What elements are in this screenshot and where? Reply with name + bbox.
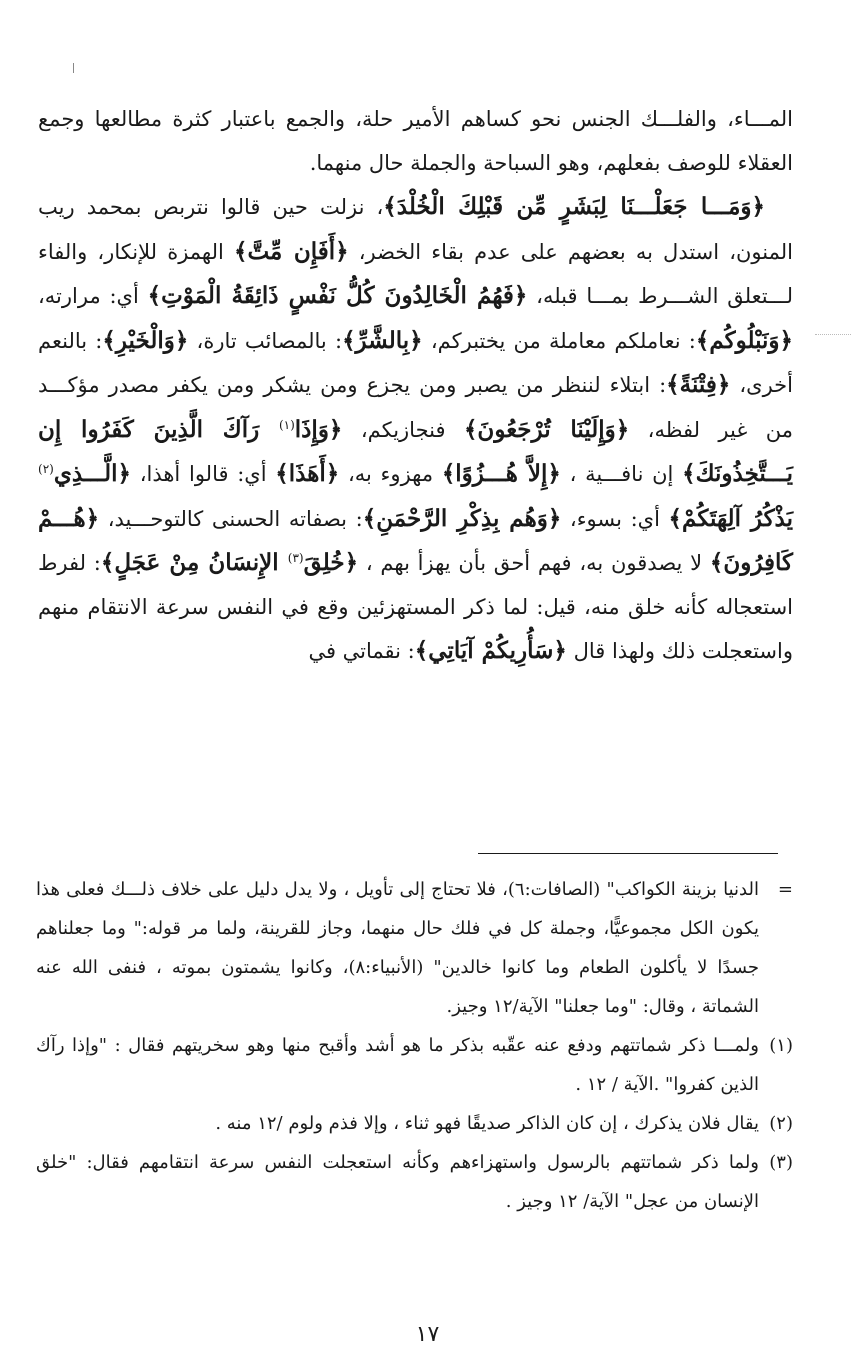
footnote-1: (١) ولمـــا ذكر شماتتهم ودفع عنه عقّبه بذكر ما هو أشد وأقبح منها وهو سخريتهم فقال : "وإذا رآك الذين كفروا" .الآية / ١٢ . (36, 1026, 793, 1104)
footnote-2: (٢) يقال فلان يذكرك ، إن كان الذاكر صديقًا فهو ثناء ، وإلا فذم ولوم /١٢ منه . (36, 1104, 793, 1143)
quran-verse: رَآكَ الَّذِينَ كَفَرُوا إِن يَـــتَّخِذُونَكَ﴾ (38, 415, 793, 487)
footnote-separator (478, 853, 778, 854)
quran-verse: ﴿فِتْنَةً﴾ (666, 371, 731, 398)
paragraph-2: ﴿وَمَـــا جَعَلْـــنَا لِبَشَرٍ مِّن قَبْلِكَ الْخُلْدَ﴾، نزلت حين قالوا نتربص بمحمد ريب المنون، استدل به بعضهم على عدم بقاء الخضر، ﴿أَفَإِن مِّتَّ﴾ الهمزة للإنكار، والفاء لـــتعلق الشـــرط بمـــا قبله، ﴿فَهُمُ الْخَالِدُونَ كُلُّ نَفْسٍ ذَائِقَةُ الْمَوْتِ﴾ أي: مرارته، ﴿وَنَبْلُوكُم﴾: نعاملكم معاملة من يختبركم، ﴿بِالشَّرِّ﴾: بالمصائب تارة، ﴿وَالْخَيْرِ﴾: بالنعم أخرى، ﴿فِتْنَةً﴾: ابتلاء لننظر من يصبر ومن يجزع ومن يشكر ومن يكفر مصدر مؤكـــد من غير لفظه، ﴿وَإِلَيْنَا تُرْجَعُونَ﴾ فنجازيكم، ﴿وَإِذَا$^{(١)}$ رَآكَ الَّذِينَ كَفَرُوا إِن يَـــتَّخِذُونَكَ﴾ إن نافـــية ، ﴿إِلاَّ هُـــزُوًا﴾ مهزوء به، ﴿أَهَذَا﴾ أي: قالوا أهذا، ﴿الَّـــذِي$^{(٢)}$ يَذْكُرُ آلِهَتَكُمْ﴾ أي: بسوء، ﴿وَهُم بِذِكْرِ الرَّحْمَنِ﴾: بصفاته الحسنى كالتوحـــيد، ﴿هُـــمْ كَافِرُونَ﴾ لا يصدقون به، فهم أحق بأن يهزأ بهم ، ﴿خُلِقَ$^{(٣)}$ الإِنسَانُ مِنْ عَجَلٍ﴾: لفرط استعجاله كأنه خلق منه، قيل: لما ذكر المستهزئين وقع في النفس سرعة الانتقام منهم واستعجلت ذلك ولهذا قال ﴿سَأُرِيكُمْ آيَاتِي﴾: نقماتي في (38, 193, 794, 664)
footnote-ref-1[interactable]: (١) (278, 417, 295, 432)
paragraph-1: المـــاء، والفلـــك الجنس نحو كساهم الأمير حلة، والجمع باعتبار كثرة مطالعها وجمع العقلاء للوصف بفعلهم، وهو السباحة والجملة حال منهما. (38, 107, 793, 175)
footnote-mark: (٣) (769, 1152, 793, 1173)
quran-verse: ﴿وَمَـــا جَعَلْـــنَا لِبَشَرٍ مِّن قَبْلِكَ الْخُلْدَ﴾ (383, 193, 765, 220)
footnote-mark: (٢) (769, 1113, 793, 1134)
scan-mark (73, 63, 74, 73)
footnote-mark: (١) (769, 1035, 793, 1056)
page-number: ١٧ (415, 1322, 440, 1347)
quran-verse: ﴿أَفَإِن مِّتَّ﴾ (233, 237, 349, 265)
quran-verse: ﴿وَهُم بِذِكْرِ الرَّحْمَنِ﴾ (362, 504, 562, 532)
quran-verse: ﴿سَأُرِيكُمْ آيَاتِي﴾ (414, 637, 567, 664)
quran-verse: يَذْكُرُ آلِهَتَكُمْ﴾ (668, 504, 793, 532)
quran-verse: ﴿هُـــمْ كَافِرُونَ﴾ (38, 504, 794, 576)
quran-verse: ﴿أَهَذَا﴾ (275, 460, 340, 487)
quran-verse: ﴿وَالْخَيْرِ﴾ (102, 326, 189, 354)
quran-verse: ﴿الَّـــذِي (53, 460, 131, 487)
quran-verse: ﴿خُلِقَ (303, 549, 359, 576)
quran-verse: ﴿فَهُمُ الْخَالِدُونَ كُلُّ نَفْسٍ ذَائِقَةُ الْمَوْتِ﴾ (147, 282, 528, 309)
footnote-ref-2[interactable]: (٢) (38, 462, 54, 476)
quran-verse: الإِنسَانُ مِنْ عَجَلٍ﴾ (100, 549, 288, 576)
footnote-continuation: = الدنيا بزينة الكواكب" (الصافات:٦)، فلا تحتاج إلى تأويل ، ولا يدل دليل على خلاف ذلـــك فعلى هذا يكون الكل مجموعيًّا، وجملة كل في فلك حال منهما، وجاز للقرينة، ولما مر قوله:" وما جعلناهم جسدًا لا يأكلون الطعام وما كانوا خالدين" (الأنبياء:٨)، وكانوا يشمتون بموته ، فنفى الله عنه الشماتة ، وقال: "وما جعلنا" الآية/١٢ وجيز. (36, 870, 793, 1026)
quran-verse: ﴿وَإِلَيْنَا تُرْجَعُونَ﴾ (463, 415, 630, 443)
quran-verse: ﴿وَإِذَا (294, 415, 343, 443)
quran-verse: ﴿بِالشَّرِّ﴾ (342, 326, 423, 354)
footnotes (36, 870, 793, 1221)
quran-verse: ﴿إِلاَّ هُـــزُوًا﴾ (441, 460, 561, 487)
scan-speck (815, 334, 851, 337)
footnote-3: (٣) ولما ذكر شماتتهم بالرسول واستهزاءهم وكأنه استعجلت النفس سرعة انتقامهم فقال: "خلق الإنسان من عجل" الآية/ ١٢ وجيز . (36, 1143, 793, 1221)
quran-verse: ﴿وَنَبْلُوكُم﴾ (695, 326, 794, 354)
continuation-mark: = (777, 879, 793, 900)
footnote-ref-3[interactable]: (٣) (287, 551, 304, 565)
main-text (38, 98, 793, 674)
